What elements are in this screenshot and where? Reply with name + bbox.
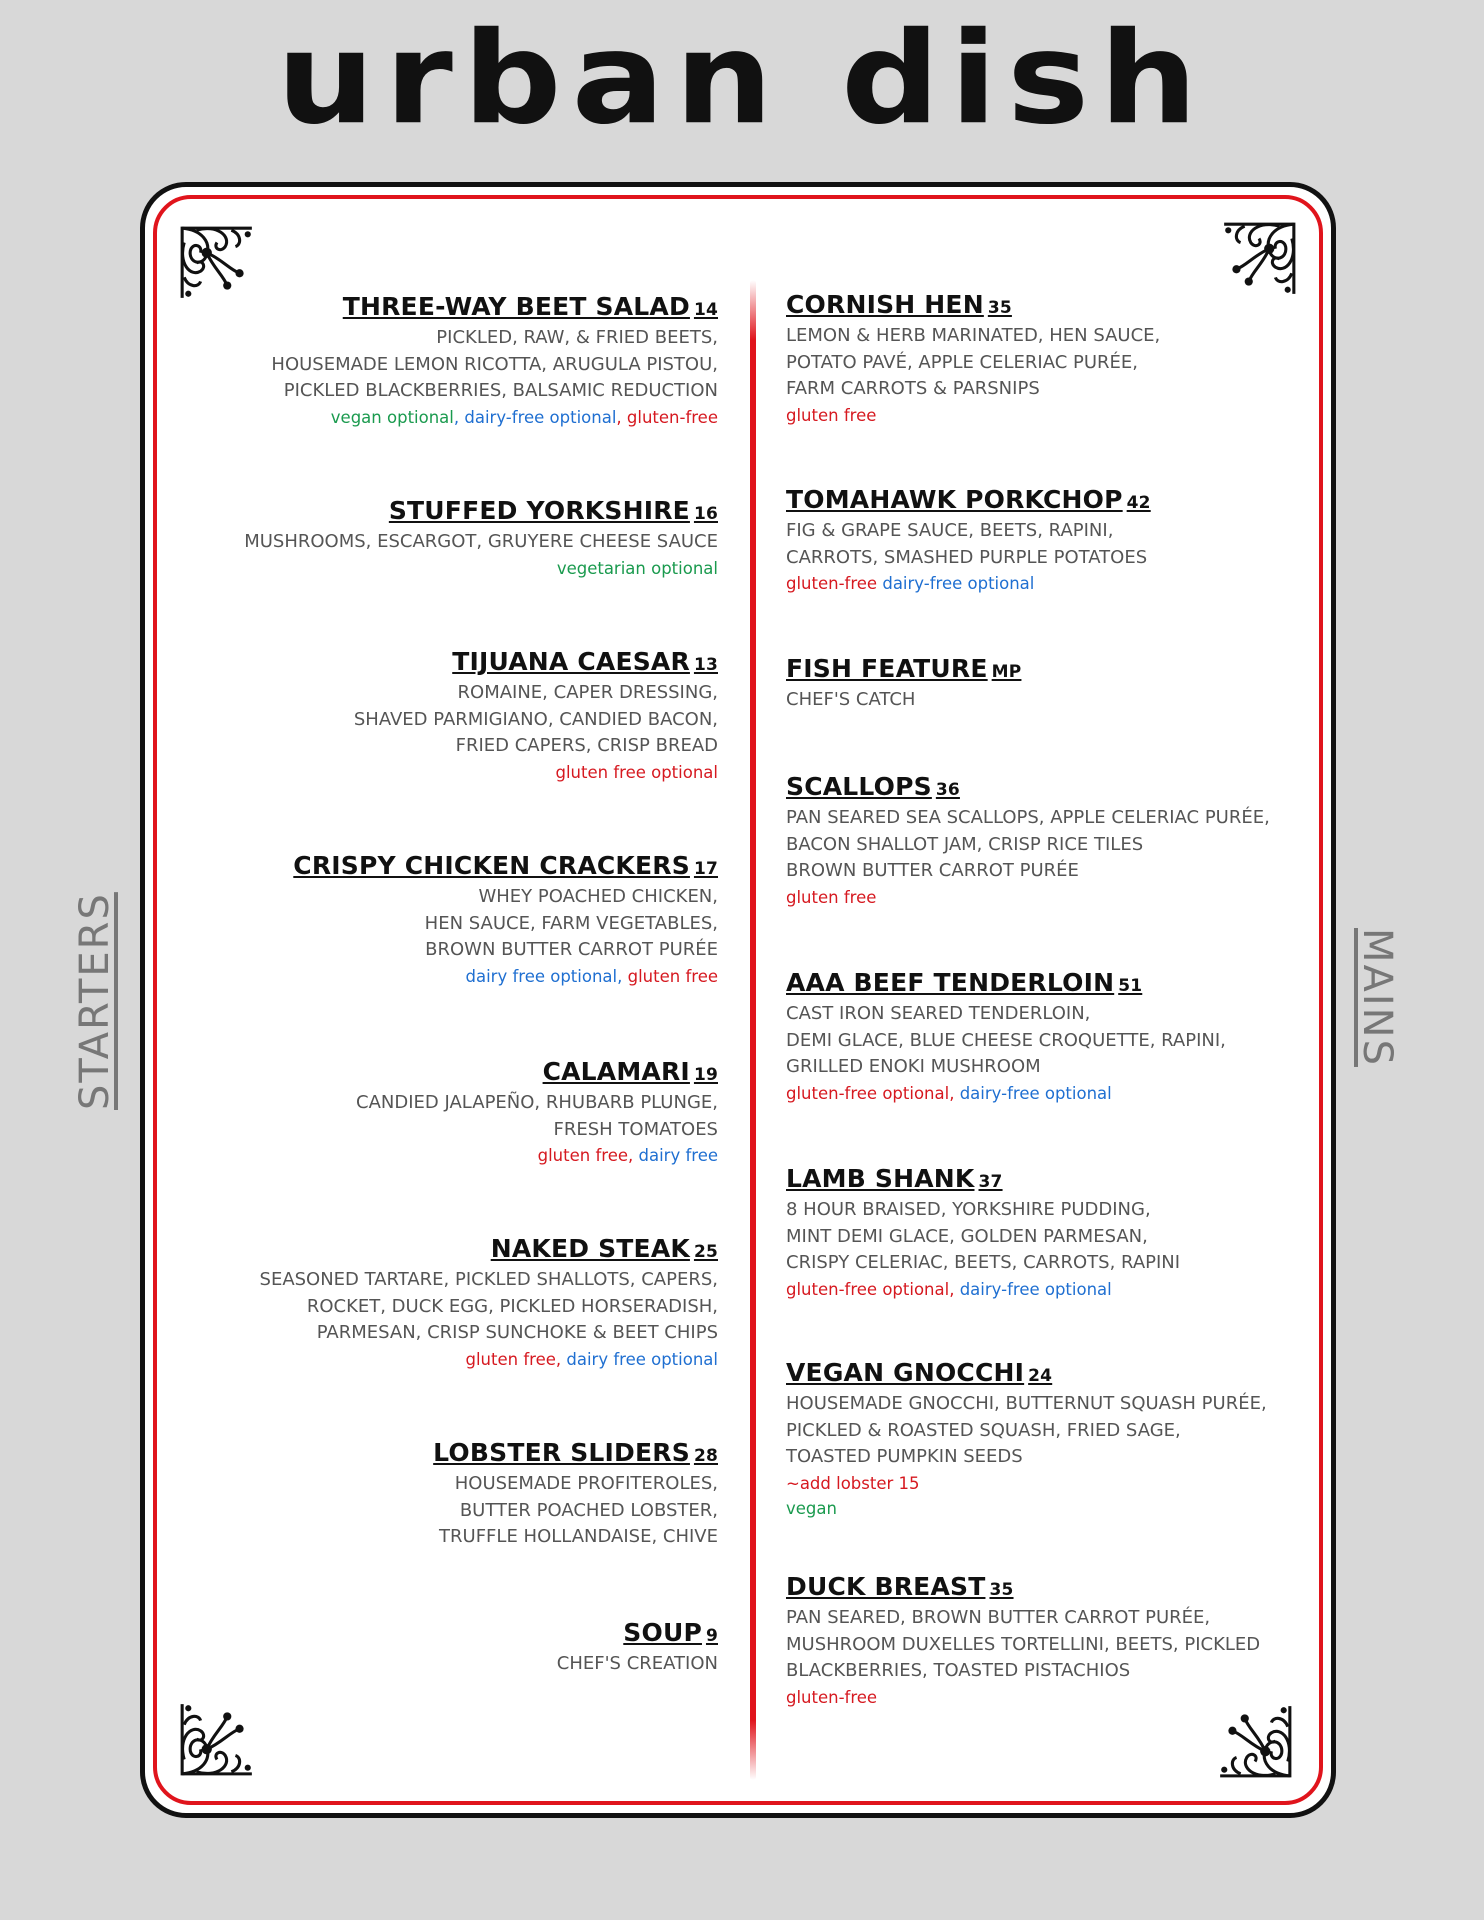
menu-item-description: WHEY POACHED CHICKEN, <box>478 886 718 907</box>
menu-item-description: TRUFFLE HOLLANDAISE, CHIVE <box>439 1526 718 1547</box>
menu-item-description: PAN SEARED, BROWN BUTTER CARROT PURÉE, <box>786 1607 1211 1628</box>
dietary-tag: gluten free <box>537 1146 628 1165</box>
menu-item-title <box>200 1618 718 1651</box>
menu-item-description: PICKLED & ROASTED SQUASH, FRIED SAGE, <box>786 1419 1181 1441</box>
menu-item-price: 42 <box>1126 493 1151 513</box>
menu-item-description: BLACKBERRIES, TOASTED PISTACHIOS <box>786 1660 1131 1681</box>
menu-item-description: HOUSEMADE LEMON RICOTTA, ARUGULA PISTOU, <box>271 353 718 375</box>
menu-item-price: 25 <box>693 1242 718 1262</box>
menu-item-name: CRISPY CHICKEN CRACKERS <box>293 851 690 880</box>
dietary-tag: , <box>949 1083 960 1103</box>
menu-item-title <box>786 1358 1296 1391</box>
dietary-tag: vegan optional <box>330 407 454 427</box>
menu-item-dietary-tags <box>786 403 1296 428</box>
menu-item <box>200 1234 718 1372</box>
ornament-bottom-right-icon <box>1214 1700 1296 1782</box>
menu-item-price: 17 <box>693 859 718 879</box>
menu-item-description: HEN SAUCE, FARM VEGETABLES, <box>424 912 718 934</box>
menu-item-description: POTATO PAVÉ, APPLE CELERIAC PURÉE, <box>786 351 1139 373</box>
menu-item-description: BROWN BUTTER CARROT PURÉE <box>425 939 718 960</box>
menu-item-name: VEGAN GNOCCHI <box>786 1358 1025 1387</box>
menu-item-description: TOASTED PUMPKIN SEEDS <box>786 1446 1023 1467</box>
menu-item-price: 14 <box>693 300 718 320</box>
menu-item-title <box>786 654 1296 687</box>
dietary-tag: vegetarian optional <box>556 558 718 578</box>
menu-item-description: CAST IRON SEARED TENDERLOIN, <box>786 1003 1091 1024</box>
dietary-tag: gluten-free <box>786 1687 878 1707</box>
menu-item-name: LAMB SHANK <box>786 1164 975 1193</box>
dietary-tag: , <box>616 407 627 427</box>
menu-item-description: CRISPY CELERIAC, BEETS, CARROTS, RAPINI <box>786 1252 1181 1273</box>
menu-item-dietary-tags <box>200 1347 718 1372</box>
menu-item-description: PAN SEARED SEA SCALLOPS, APPLE CELERIAC PURÉE, <box>786 807 1270 828</box>
menu-item-description: LEMON & HERB MARINATED, HEN SAUCE, <box>786 325 1161 346</box>
dietary-tag: dairy free <box>638 1146 718 1165</box>
dietary-tag: dairy free optional <box>465 966 618 986</box>
menu-item-name: STUFFED YORKSHIRE <box>388 496 690 525</box>
menu-item-description: HOUSEMADE GNOCCHI, BUTTERNUT SQUASH PURÉE, <box>786 1393 1267 1414</box>
menu-item-description: GRILLED ENOKI MUSHROOM <box>786 1056 1041 1077</box>
menu-item-price: 9 <box>705 1626 718 1646</box>
menu-item-name: SCALLOPS <box>786 772 932 801</box>
menu-item-description: CHEF'S CREATION <box>556 1653 718 1674</box>
menu-item-description: ROCKET, DUCK EGG, PICKLED HORSERADISH, <box>306 1295 718 1317</box>
menu-item-name: NAKED STEAK <box>490 1234 690 1263</box>
dietary-tag: dairy free optional <box>566 1349 718 1369</box>
dietary-tag: , <box>453 407 465 427</box>
menu-item <box>200 496 718 581</box>
menu-item <box>786 1358 1296 1521</box>
menu-item-name: CALAMARI <box>542 1057 690 1086</box>
menu-item-dietary-tags <box>786 885 1296 910</box>
menu-item-price: MP <box>991 662 1022 682</box>
menu-item-description: BACON SHALLOT JAM, CRISP RICE TILES <box>786 833 1144 855</box>
menu-item-dietary-tags <box>200 760 718 785</box>
menu-item-dietary-tags <box>200 405 718 430</box>
dietary-tag: dairy-free optional <box>959 1083 1112 1103</box>
dietary-tag: , <box>617 966 628 986</box>
menu-item-price: 19 <box>693 1065 718 1085</box>
menu-item-title <box>200 1057 718 1090</box>
dietary-tag: ~add lobster 15 <box>786 1473 920 1493</box>
dietary-tag: gluten-free optional <box>786 1083 950 1103</box>
menu-item <box>786 1164 1296 1302</box>
menu-item-title <box>786 485 1296 518</box>
menu-item-description: HOUSEMADE PROFITEROLES, <box>454 1473 718 1494</box>
menu-item-description: BROWN BUTTER CARROT PURÉE <box>786 860 1079 881</box>
dietary-tag: dairy-free optional <box>464 407 617 427</box>
menu-item-dietary-tags <box>786 1685 1296 1710</box>
menu-item-name: DUCK BREAST <box>786 1572 986 1601</box>
menu-item-price: 24 <box>1028 1366 1053 1386</box>
menu-item-title <box>786 772 1296 805</box>
menu-item <box>786 1572 1296 1710</box>
menu-item-dietary-tags <box>200 556 718 581</box>
menu-item-description: MUSHROOMS, ESCARGOT, GRUYERE CHEESE SAUCE <box>244 531 718 552</box>
menu-item-name: CORNISH HEN <box>786 290 984 319</box>
column-divider <box>750 280 756 1780</box>
menu-item-description: PICKLED BLACKBERRIES, BALSAMIC REDUCTION <box>283 380 718 401</box>
menu-item <box>786 772 1296 910</box>
menu-item <box>786 654 1296 714</box>
menu-item-price: 51 <box>1118 976 1143 996</box>
menu-item <box>786 290 1296 428</box>
menu-item-description: DEMI GLACE, BLUE CHEESE CROQUETTE, RAPINI, <box>786 1029 1226 1051</box>
dietary-tag: dairy-free optional <box>882 574 1035 593</box>
menu-item-title <box>786 1164 1296 1197</box>
menu-item-dietary-tags <box>786 1496 1296 1521</box>
restaurant-logo: urban dish <box>276 4 1208 153</box>
menu-item-price: 35 <box>987 298 1012 318</box>
menu-item-description: 8 HOUR BRAISED, YORKSHIRE PUDDING, <box>786 1199 1151 1220</box>
menu-item-description: CANDIED JALAPEÑO, RHUBARB PLUNGE, <box>356 1092 718 1113</box>
menu-item-name: AAA BEEF TENDERLOIN <box>786 968 1115 997</box>
menu-item <box>200 851 718 989</box>
menu-item-dietary-tags <box>786 1081 1296 1106</box>
menu-item-description: PICKLED, RAW, & FRIED BEETS, <box>436 327 718 348</box>
menu-item-price: 28 <box>693 1446 718 1466</box>
dietary-tag: vegan <box>786 1498 837 1518</box>
menu-item-description: CARROTS, SMASHED PURPLE POTATOES <box>786 546 1148 568</box>
dietary-tag: gluten free <box>465 1349 556 1369</box>
menu-item-description: SEASONED TARTARE, PICKLED SHALLOTS, CAPERS, <box>259 1269 718 1290</box>
menu-item-description: CHEF'S CATCH <box>786 689 916 710</box>
menu-item-description: FRESH TOMATOES <box>553 1118 718 1140</box>
menu-item <box>200 647 718 785</box>
menu-item-description: MUSHROOM DUXELLES TORTELLINI, BEETS, PICKLED <box>786 1633 1261 1655</box>
menu-item-dietary-tags <box>786 1277 1296 1302</box>
section-label-mains: MAINS <box>1354 928 1400 1067</box>
dietary-tag: gluten-free <box>786 574 878 593</box>
menu-item-title <box>786 968 1296 1001</box>
menu-item-price: 37 <box>978 1172 1003 1192</box>
menu-item-description: PARMESAN, CRISP SUNCHOKE & BEET CHIPS <box>316 1322 718 1343</box>
menu-item-description: MINT DEMI GLACE, GOLDEN PARMESAN, <box>786 1225 1148 1247</box>
dietary-tag: , <box>949 1279 960 1299</box>
menu-item-price: 35 <box>989 1580 1014 1600</box>
menu-item-title <box>200 496 718 529</box>
menu-item-dietary-tags <box>200 964 718 989</box>
dietary-tag: gluten-free <box>626 407 718 427</box>
menu-item-dietary-tags <box>200 1143 718 1168</box>
menu-item-dietary-tags <box>786 1471 1296 1496</box>
section-label-starters: STARTERS <box>72 892 118 1110</box>
menu-item-name: TOMAHAWK PORKCHOP <box>786 485 1123 514</box>
menu-item <box>200 1438 718 1551</box>
menu-item-description: FARM CARROTS & PARSNIPS <box>786 378 1040 399</box>
dietary-tag: gluten-free optional <box>786 1279 950 1299</box>
menu-item-description: ROMAINE, CAPER DRESSING, <box>457 682 718 703</box>
menu-item-title <box>786 290 1296 323</box>
dietary-tag: gluten free <box>786 887 877 907</box>
menu-item-dietary-tags <box>786 571 1296 596</box>
menu-item-price: 36 <box>935 780 960 800</box>
dietary-tag: dairy-free optional <box>959 1279 1112 1299</box>
ornament-top-right-icon <box>1218 218 1300 300</box>
menu-item <box>200 1618 718 1678</box>
menu-item-description: FRIED CAPERS, CRISP BREAD <box>455 735 718 756</box>
menu-item <box>786 485 1296 596</box>
dietary-tag: gluten free optional <box>555 762 718 782</box>
menu-item-price: 16 <box>693 504 718 524</box>
menu-item-description: SHAVED PARMIGIANO, CANDIED BACON, <box>353 708 718 730</box>
menu-item-name: SOUP <box>623 1618 702 1647</box>
menu-item-title <box>200 292 718 325</box>
menu-item-name: LOBSTER SLIDERS <box>433 1438 690 1467</box>
dietary-tag: , <box>555 1349 567 1369</box>
dietary-tag: , <box>628 1146 639 1165</box>
menu-item-title <box>200 647 718 680</box>
dietary-tag: gluten free <box>627 966 718 986</box>
menu-item-title <box>200 851 718 884</box>
menu-item <box>200 292 718 430</box>
menu-item-name: THREE-WAY BEET SALAD <box>342 292 690 321</box>
menu-item <box>200 1057 718 1168</box>
menu-item-name: TIJUANA CAESAR <box>452 647 690 676</box>
menu-item-description: BUTTER POACHED LOBSTER, <box>459 1499 718 1521</box>
menu-item-price: 13 <box>693 655 718 675</box>
menu-item-title <box>200 1234 718 1267</box>
menu-item-title <box>200 1438 718 1471</box>
menu-item-name: FISH FEATURE <box>786 654 988 683</box>
dietary-tag: gluten free <box>786 405 877 425</box>
menu-item-description: FIG & GRAPE SAUCE, BEETS, RAPINI, <box>786 520 1114 541</box>
ornament-bottom-left-icon <box>176 1698 258 1780</box>
menu-item <box>786 968 1296 1106</box>
menu-item-title <box>786 1572 1296 1605</box>
